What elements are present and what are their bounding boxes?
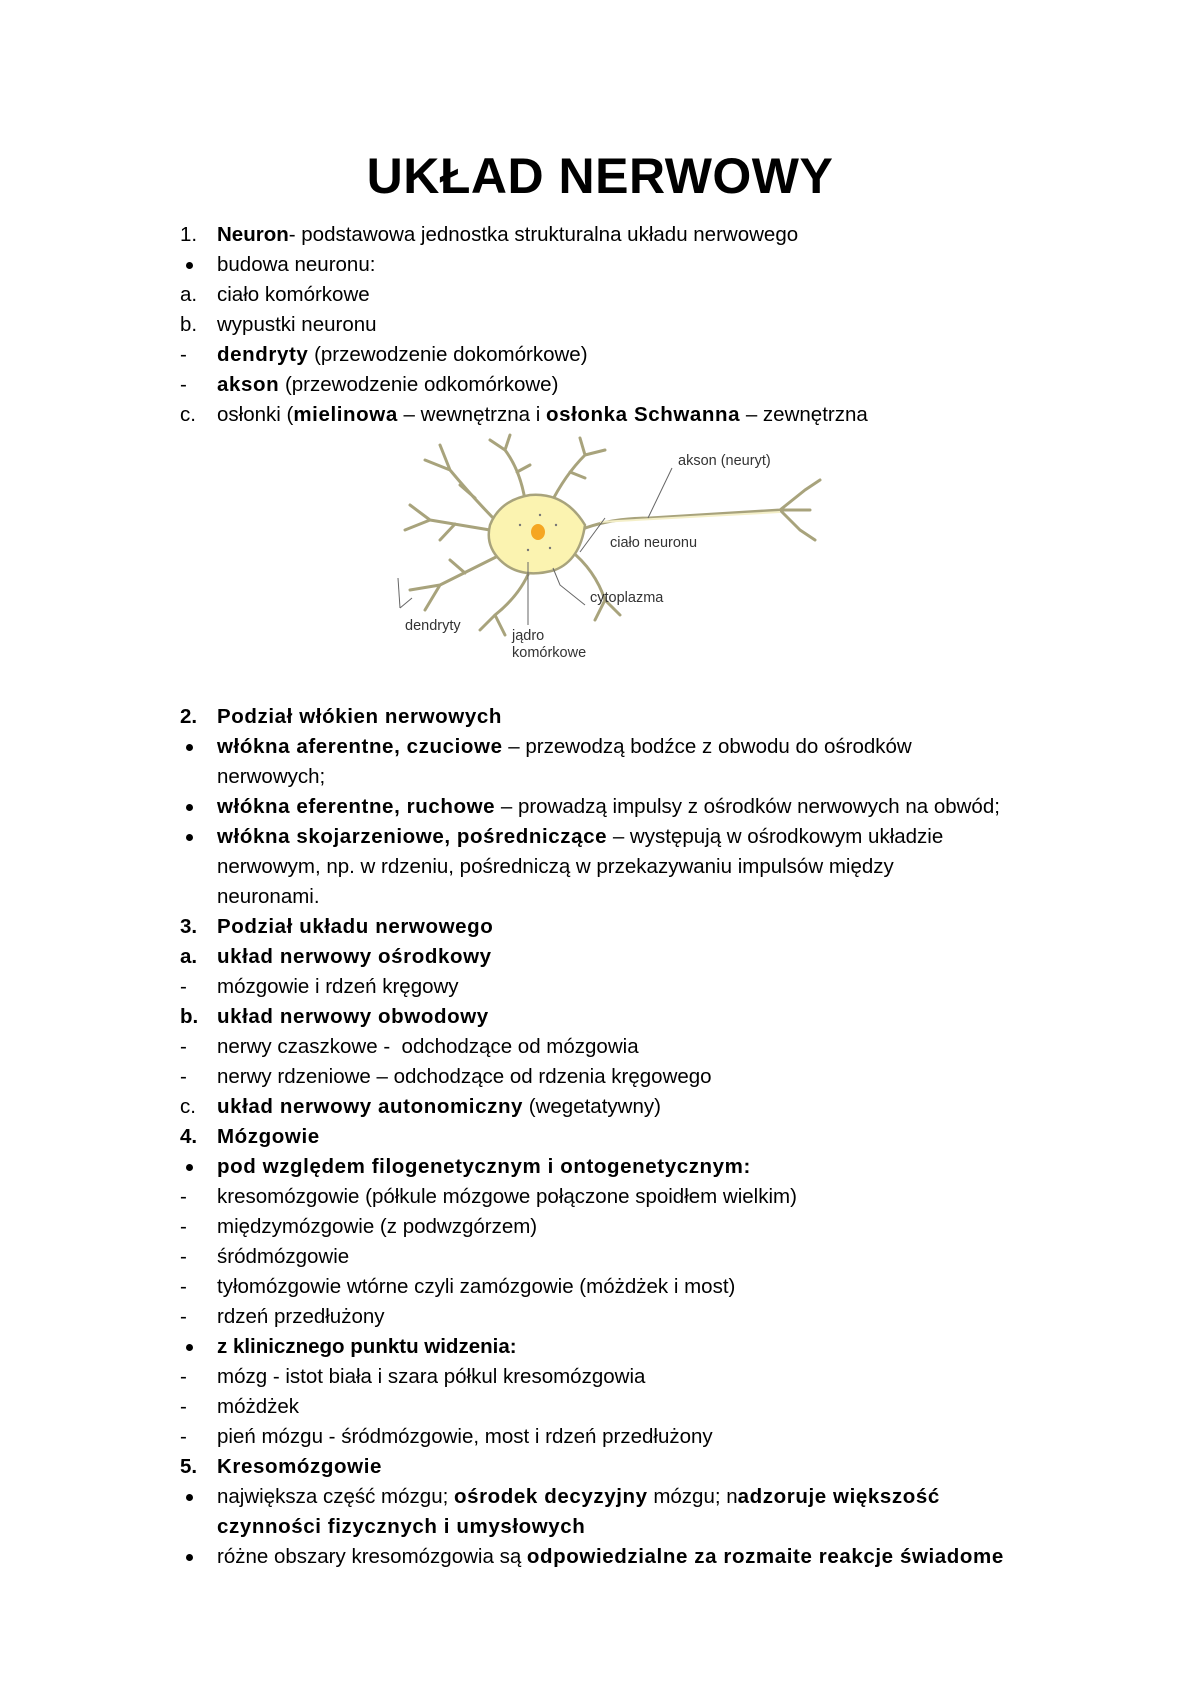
list-item <box>0 1182 1200 1212</box>
item-budowa <box>0 250 1200 280</box>
list-number: 2. <box>180 705 198 728</box>
term-akson: akson <box>217 373 280 396</box>
list-item-text: tyłomózgowie wtórne czyli zamózgowie (móżdżek i most) <box>217 1275 736 1298</box>
dash-marker: - <box>180 373 187 396</box>
item-eferentne <box>0 792 1200 822</box>
list-letter: c. <box>180 1095 196 1118</box>
list-item-text: międzymózgowie (z podwzgórzem) <box>217 1215 538 1238</box>
rozne-text: różne obszary kresomózgowia są <box>217 1545 527 1568</box>
dendryty-desc: (przewodzenie dokomórkowe) <box>308 343 588 366</box>
section5-heading <box>0 1452 1200 1482</box>
list-item <box>0 1422 1200 1452</box>
item-aferentne <box>0 732 1200 762</box>
skojarzeniowe-desc: – występują w ośrodkowym układzie <box>607 825 944 848</box>
dash-marker: - <box>180 343 187 366</box>
term-odpowiedzialne: odpowiedzialne za rozmaite reakcje świadome <box>526 1545 1004 1568</box>
item-najwieksza <box>0 1482 1200 1512</box>
list-item-text: rdzeń przedłużony <box>217 1305 385 1328</box>
budowa-text: budowa neuronu: <box>217 253 376 276</box>
term-dendryty: dendryty <box>217 343 309 366</box>
item-neuron <box>0 220 1200 250</box>
dash-marker: - <box>180 1245 187 1268</box>
list-number: 1. <box>180 223 198 246</box>
dash-marker: - <box>180 1035 187 1058</box>
term-neuron: Neuron <box>217 223 289 246</box>
term-obwodowy: układ nerwowy obwodowy <box>217 1005 489 1028</box>
heading-text: Kresomózgowie <box>217 1455 382 1478</box>
item-obwodowy <box>0 1002 1200 1032</box>
list-item <box>0 1362 1200 1392</box>
dash-marker: - <box>180 975 187 998</box>
wypustki-text: wypustki neuronu <box>217 313 377 336</box>
item-osrodkowy <box>0 942 1200 972</box>
dash-marker: - <box>180 1395 187 1418</box>
heading-text: Mózgowie <box>217 1125 320 1148</box>
dash-marker: - <box>180 1425 187 1448</box>
item-klinicznego <box>0 1332 1200 1362</box>
item-dendryty <box>0 340 1200 370</box>
list-item-text: nerwy rdzeniowe – odchodzące od rdzenia kręgowego <box>217 1065 712 1088</box>
list-number: 3. <box>180 915 198 938</box>
akson-desc: (przewodzenie odkomórkowe) <box>279 373 559 396</box>
oslonki-text-3: – zewnętrzna <box>740 403 868 426</box>
term-skojarzeniowe: włókna skojarzeniowe, pośredniczące <box>217 825 608 848</box>
skojarzeniowe-cont: neuronami. <box>217 885 320 908</box>
label-jadro: jądro <box>512 628 545 644</box>
item-cialo <box>0 280 1200 310</box>
item-najwieksza-cont <box>0 1512 1200 1542</box>
heading-text: Podział układu nerwowego <box>217 915 494 938</box>
list-item-text: nerwy czaszkowe - odchodzące od mózgowia <box>217 1035 639 1058</box>
neuron-diagram <box>380 430 840 670</box>
dash-marker: - <box>180 1365 187 1388</box>
list-letter: b. <box>180 313 198 336</box>
list-number: 5. <box>180 1455 198 1478</box>
list-item <box>0 1392 1200 1422</box>
list-number: 4. <box>180 1125 198 1148</box>
section2-heading <box>0 702 1200 732</box>
list-item-text: śródmózgowie <box>217 1245 350 1268</box>
label-dendryty: dendryty <box>405 618 461 634</box>
section4-heading <box>0 1122 1200 1152</box>
label-cialo: ciało neuronu <box>610 535 698 551</box>
list-letter: a. <box>180 945 198 968</box>
item-filogenetycznym <box>0 1152 1200 1182</box>
item-rdzeniowe <box>0 1062 1200 1092</box>
aferentne-cont: nerwowych; <box>217 765 326 788</box>
item-autonomiczny <box>0 1092 1200 1122</box>
eferentne-desc: – prowadzą impulsy z ośrodków nerwowych na obwód; <box>495 795 1000 818</box>
term-osrodek: ośrodek decyzyjny <box>453 1485 648 1508</box>
label-akson: akson (neuryt) <box>678 453 771 469</box>
item-oslonki <box>0 400 1200 430</box>
item-mozgowie-rdzen <box>0 972 1200 1002</box>
item-akson <box>0 370 1200 400</box>
oslonki-text: osłonki ( <box>217 403 294 426</box>
skojarzeniowe-cont: nerwowym, np. w rdzeniu, pośredniczą w przekazywaniu impulsów między <box>217 855 894 878</box>
item-skojarzeniowe <box>0 822 1200 852</box>
label-komorkowe: komórkowe <box>512 645 587 661</box>
item-czaszkowe <box>0 1032 1200 1062</box>
item-skojarzeniowe-cont1 <box>0 852 1200 882</box>
list-item-text: pień mózgu - śródmózgowie, most i rdzeń przedłużony <box>217 1425 713 1448</box>
dash-marker: - <box>180 1185 187 1208</box>
oslonki-text-2: – wewnętrzna i <box>397 403 546 426</box>
list-item-text: móżdżek <box>217 1395 300 1418</box>
list-item <box>0 1302 1200 1332</box>
list-item <box>0 1212 1200 1242</box>
list-letter: c. <box>180 403 196 426</box>
list-letter: b. <box>180 1005 199 1028</box>
dash-marker: - <box>180 1305 187 1328</box>
dash-marker: - <box>180 1215 187 1238</box>
term-klinicznego: z klinicznego punktu widzenia: <box>217 1335 517 1358</box>
dash-marker: - <box>180 1065 187 1088</box>
list-item <box>0 1242 1200 1272</box>
dash-marker: - <box>180 1275 187 1298</box>
term-eferentne: włókna eferentne, ruchowe <box>217 795 496 818</box>
page-title: UKŁAD NERWOWY <box>366 148 834 204</box>
item-aferentne-cont <box>0 762 1200 792</box>
term-nadzoruje: adzoruje większość <box>737 1485 940 1508</box>
list-item <box>0 1272 1200 1302</box>
heading-text: Podział włókien nerwowych <box>217 705 502 728</box>
term-filogenetycznym: pod względem filogenetycznym i ontogenetycznym: <box>217 1155 751 1178</box>
term-osrodkowy: układ nerwowy ośrodkowy <box>217 945 492 968</box>
term-schwanna: osłonka Schwanna <box>545 403 741 426</box>
item-skojarzeniowe-cont2 <box>0 882 1200 912</box>
item-rozne-obszary <box>0 1542 1200 1572</box>
term-autonomiczny: układ nerwowy autonomiczny <box>217 1095 524 1118</box>
autonomiczny-desc: (wegetatywny) <box>523 1095 661 1118</box>
list-item-text: kresomózgowie (półkule mózgowe połączone spoidłem wielkim) <box>217 1185 797 1208</box>
cialo-text: ciało komórkowe <box>217 283 370 306</box>
item-wypustki <box>0 310 1200 340</box>
list-letter: a. <box>180 283 198 306</box>
term-mielinowa: mielinowa <box>293 403 398 426</box>
term-aferentne: włókna aferentne, czuciowe <box>217 735 503 758</box>
najwieksza-cont: czynności fizycznych i umysłowych <box>217 1515 586 1538</box>
definition-neuron: - podstawowa jednostka strukturalna układu nerwowego <box>288 223 799 246</box>
najwieksza-text-2: mózgu; n <box>647 1485 738 1508</box>
list-item-text: mózgowie i rdzeń kręgowy <box>217 975 459 998</box>
list-item-text: mózg - istot biała i szara półkul kresomózgowia <box>217 1365 646 1388</box>
najwieksza-text: największa część mózgu; <box>217 1485 454 1508</box>
aferentne-desc: – przewodzą bodźce z obwodu do ośrodków <box>502 735 912 758</box>
section3-heading <box>0 912 1200 942</box>
label-cytoplazma: cytoplazma <box>590 590 664 606</box>
